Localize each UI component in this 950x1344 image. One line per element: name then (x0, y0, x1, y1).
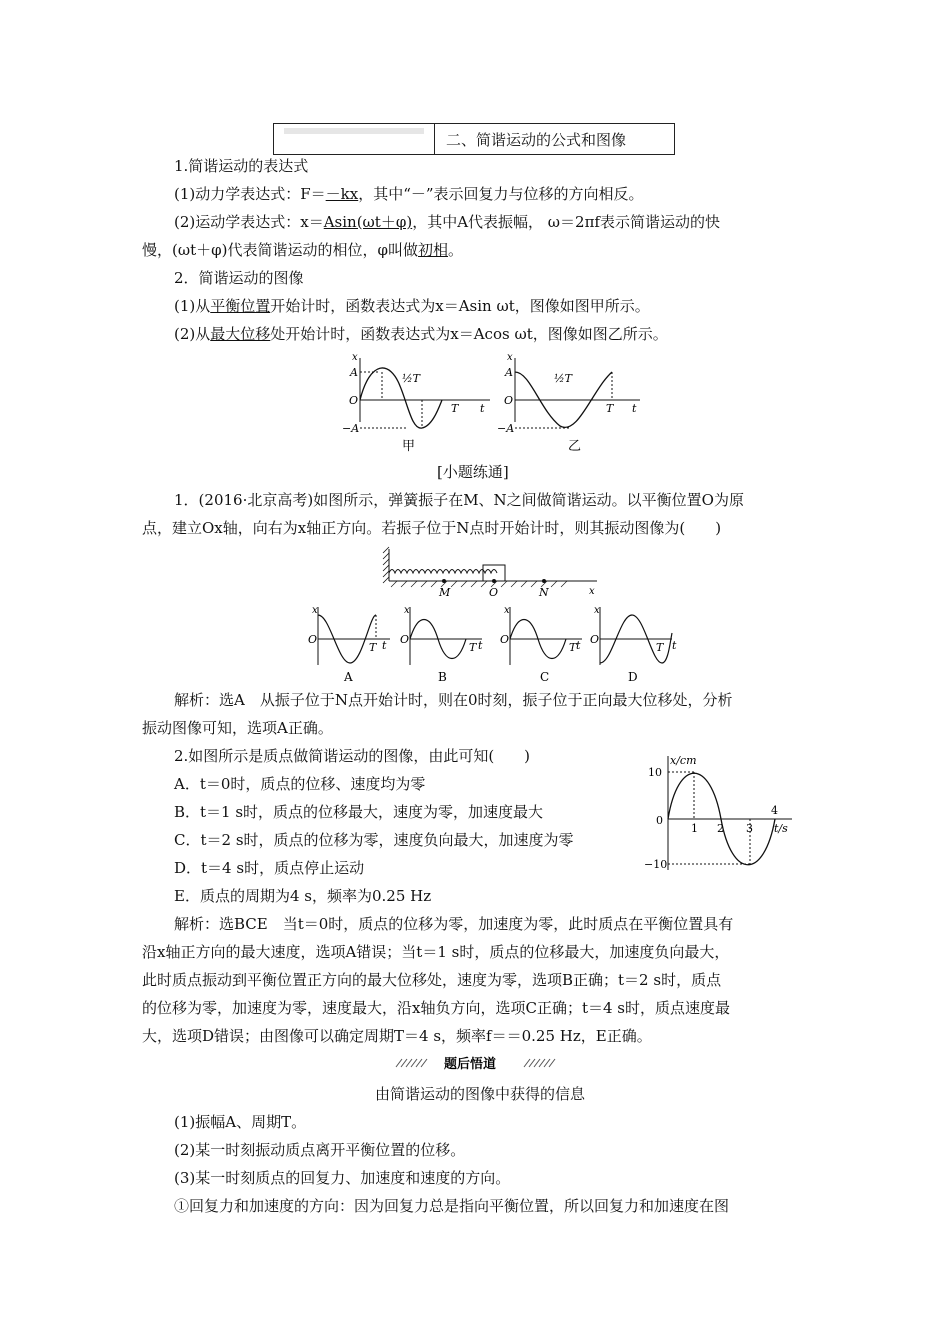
s1-dynamics-line: (1)动力学表达式：F＝－kx，其中“－”表示回复力与位移的方向相反。 (174, 185, 644, 203)
q2-answer-line5: 大，选项D错误；由图像可以确定周期T＝4 s，频率f＝＝0.25 Hz，E正确。 (142, 1027, 652, 1045)
q2-answer-line3: 此时质点振动到平衡位置正方向的最大位移处，速度为零，选项B正确；t＝2 s时，质点 (142, 971, 722, 989)
q1-text-line2: 点，建立Ox轴，向右为x轴正方向。若振子位于N点时开始计时，则其振动图像为( ) (142, 519, 722, 537)
q2-displacement-graph (642, 752, 802, 878)
optC-T: T (569, 641, 577, 654)
fig-yi-negA: −A (497, 422, 515, 435)
q2-option-A: A．t＝0时，质点的位移、速度均为零 (174, 775, 426, 793)
fig-yi-halfT: ½T (554, 372, 572, 385)
fig-yi-xlabel: x (507, 352, 513, 363)
q2-graph-tick-3: 3 (746, 822, 753, 835)
review-banner: 题后悟道 (444, 1057, 497, 1072)
review-item-3: (3)某一时刻质点的回复力、加速度和速度的方向。 (174, 1169, 511, 1187)
optC-x: x (504, 605, 510, 616)
fig-yi-T: T (606, 402, 614, 415)
section-title: 二、简谐运动的公式和图像 (446, 131, 627, 149)
q2-option-B: B．t＝1 s时，质点的位移最大，速度为零，加速度最大 (174, 803, 544, 821)
optB-x: x (404, 605, 410, 616)
optA-T: T (369, 641, 377, 654)
q1-option-graphs (300, 603, 690, 683)
review-banner-ornament (366, 1053, 586, 1073)
option-label-C: C (540, 670, 550, 683)
fig-jia-O: O (349, 394, 359, 407)
optD-t: t (672, 639, 677, 652)
q2-option-D: D．t＝4 s时，质点停止运动 (174, 859, 365, 877)
fig-jia-t: t (480, 402, 485, 415)
fig-yi-O: O (504, 394, 514, 407)
q2-option-E: E．质点的周期为4 s，频率为0.25 Hz (174, 887, 432, 905)
optD-T: T (656, 641, 664, 654)
optB-t: t (478, 639, 483, 652)
s1-kinematics-line2: 慢，(ωt＋φ)代表简谐运动的相位，φ叫做初相。 (142, 241, 464, 259)
header-blank-cell (274, 124, 435, 154)
option-label-A: A (344, 670, 353, 683)
spring-label-x: x (589, 586, 595, 597)
fig-jia-negA: −A (342, 422, 360, 435)
optB-T: T (469, 641, 477, 654)
q2-graph-tick-4: 4 (771, 804, 778, 817)
s2-line1: (1)从平衡位置开始计时，函数表达式为x＝Asin ωt，图像如图甲所示。 (174, 297, 650, 315)
q2-answer-line4: 的位移为零，加速度为零，速度最大，沿x轴负方向，选项C正确；t＝4 s时，质点速度最 (142, 999, 730, 1017)
optC-t: t (576, 639, 581, 652)
q1-answer-line2: 振动图像可知，选项A正确。 (142, 719, 333, 737)
q2-graph-tick-1: 1 (691, 822, 698, 835)
s2-heading: 2．简谐运动的图像 (174, 269, 304, 287)
fig-jia-xlabel: x (352, 352, 358, 363)
fig-jia-halfT: ½T (402, 372, 420, 385)
q2-graph-tick-2: 2 (717, 822, 724, 835)
spring-oscillator-figure (375, 545, 605, 597)
section-header-box (273, 123, 675, 155)
fig-jia-T: T (451, 402, 459, 415)
optA-O: O (308, 633, 318, 646)
optC-O: O (500, 633, 510, 646)
review-item-2: (2)某一时刻振动质点离开平衡位置的位移。 (174, 1141, 466, 1159)
sine-cosine-figures (330, 350, 650, 455)
q1-text-line1: 1．(2016·北京高考)如图所示，弹簧振子在M、N之间做简谐运动。以平衡位置O为原 (174, 491, 744, 509)
review-title: 由简谐运动的图像中获得的信息 (375, 1085, 586, 1103)
fig-yi-t: t (632, 402, 637, 415)
optD-x: x (594, 605, 600, 616)
optD-O: O (590, 633, 600, 646)
q2-answer-line2: 沿x轴正方向的最大速度，选项A错误；当t＝1 s时，质点的位移最大，加速度负向最大， (142, 943, 730, 961)
q2-answer-line1: 解析：选BCE 当t＝0时，质点的位移为零，加速度为零，此时质点在平衡位置具有 (174, 915, 734, 933)
q2-graph-y0: 0 (656, 814, 663, 827)
review-item-1: (1)振幅A、周期T。 (174, 1113, 307, 1131)
s1-heading: 1.简谐运动的表达式 (174, 157, 309, 175)
fig-yi-A: A (505, 366, 513, 379)
option-label-D: D (628, 670, 638, 683)
q2-graph-yneg10: −10 (644, 858, 668, 871)
q2-graph-ylabel: x/cm (670, 754, 697, 767)
q2-option-C: C．t＝2 s时，质点的位移为零，速度负向最大，加速度为零 (174, 831, 574, 849)
optB-O: O (400, 633, 410, 646)
q2-stem: 2.如图所示是质点做简谐运动的图像，由此可知( ) (174, 747, 531, 765)
optA-t: t (382, 639, 387, 652)
q1-answer-line1: 解析：选A 从振子位于N点开始计时，则在0时刻，振子位于正向最大位移处，分析 (174, 691, 733, 709)
s2-line2: (2)从最大位移处开始计时，函数表达式为x＝Acos ωt，图像如图乙所示。 (174, 325, 668, 343)
practice-title: [小题练通] (437, 463, 509, 481)
q2-graph-y10: 10 (648, 766, 662, 779)
fig-yi-caption: 乙 (568, 439, 582, 454)
fig-jia-A: A (350, 366, 358, 379)
spring-label-M: M (439, 586, 451, 597)
fig-jia-caption: 甲 (402, 439, 416, 454)
spring-label-O: O (489, 586, 499, 597)
q2-graph-xlabel: t/s (774, 822, 788, 835)
optA-x: x (312, 605, 318, 616)
review-item-4: ①回复力和加速度的方向：因为回复力总是指向平衡位置，所以回复力和加速度在图 (174, 1197, 730, 1215)
s1-kinematics-line: (2)运动学表达式：x＝Asin(ωt＋φ)，其中A代表振幅， ω＝2πf表示简谐运动的快 (174, 213, 720, 231)
spring-label-N: N (539, 586, 549, 597)
option-label-B: B (438, 670, 447, 683)
